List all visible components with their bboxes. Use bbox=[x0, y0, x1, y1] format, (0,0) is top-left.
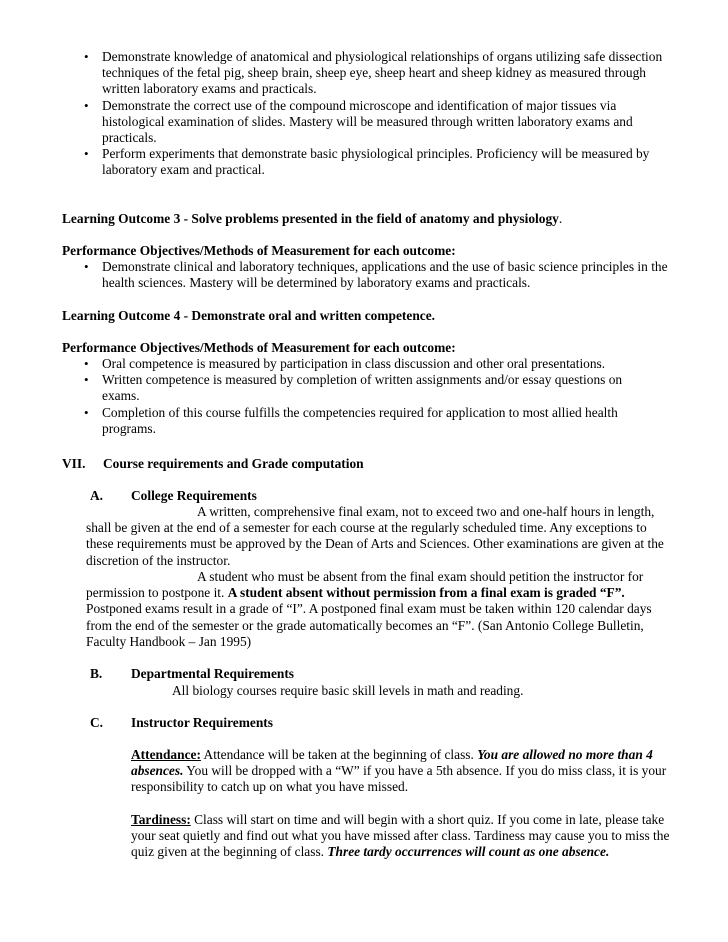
subsection-c-letter: C. bbox=[90, 715, 104, 730]
subsection-b-title: Departmental Requirements bbox=[131, 666, 295, 681]
subsection-a-letter: A. bbox=[90, 488, 104, 503]
outcome4-objectives-label: Performance Objectives/Methods of Measurement for each outcome: bbox=[62, 340, 456, 355]
college-requirements-paragraph-2 bbox=[86, 569, 676, 650]
outcome4-heading: Learning Outcome 4 - Demonstrate oral and written competence. bbox=[62, 308, 435, 323]
departmental-requirements-text: All biology courses require basic skill levels in math and reading. bbox=[172, 683, 524, 698]
college-req-p2-start: A student who must be absent from the final exam should petition the instructor for permission to postpone it. bbox=[86, 569, 644, 601]
section-number: VII. bbox=[62, 456, 86, 471]
list-item: • Written competence is measured by completion of written assignments and/or essay questions on exams. bbox=[80, 372, 662, 404]
college-req-p2-bold: A student absent without permission from a final exam is graded “F”. bbox=[227, 585, 625, 601]
subsection-b-letter: B. bbox=[90, 666, 103, 681]
attendance-text-1: Attendance will be taken at the beginning of class. bbox=[200, 747, 478, 762]
list-item: • Oral competence is measured by participation in class discussion and other oral presentations. bbox=[80, 356, 662, 372]
outcome3-bullet-list bbox=[80, 259, 670, 291]
subsection-a-title: College Requirements bbox=[131, 488, 257, 503]
outcome3-heading bbox=[62, 211, 682, 227]
attendance-limit-text: You are allowed no more than 4 absences. bbox=[131, 747, 653, 779]
outcome2-bullet-list bbox=[80, 49, 670, 179]
outcome3-heading-text: Learning Outcome 3 - Solve problems presented in the field of anatomy and physiology bbox=[62, 211, 559, 226]
tardiness-label: Tardiness: bbox=[131, 812, 191, 827]
outcome4-bullet-list bbox=[80, 356, 662, 437]
list-item: • Demonstrate clinical and laboratory techniques, applications and the use of basic science principles in the health sciences. Mastery will be determined by laboratory exams and practicals. bbox=[80, 259, 670, 291]
list-item: • Completion of this course fulfills the competencies required for application to most allied health programs. bbox=[80, 405, 662, 437]
college-req-p1-text: A written, comprehensive final exam, not to exceed two and one-half hours in length, shall be given at the end of a semester for each course at the regularly scheduled time. Any exceptions to these requirements must be approved by the Dean of Arts and Sciences. Other examinations are given at the discretion of the instructor. bbox=[86, 504, 664, 568]
list-item: • Perform experiments that demonstrate basic physiological principles. Proficiency will be measured by laboratory exam and practical. bbox=[80, 146, 670, 178]
subsection-c-title: Instructor Requirements bbox=[131, 715, 273, 730]
attendance-paragraph bbox=[131, 747, 671, 796]
outcome3-heading-tail: . bbox=[558, 211, 563, 226]
college-requirements-paragraph-1 bbox=[86, 504, 676, 569]
list-item: • Demonstrate knowledge of anatomical and physiological relationships of organs utilizing safe dissection techniques of the fetal pig, sheep brain, sheep eye, sheep heart and sheep kidney as measured through written laboratory exams and practicals. bbox=[80, 49, 670, 98]
tardiness-text: Class will start on time and will begin with a short quiz. If you come in late, please take your seat quietly and find out what you have missed after class. Tardiness may cause you to miss the quiz given at the beginning of class. bbox=[131, 812, 670, 860]
attendance-text-2: You will be dropped with a “W” if you have a 5th absence. If you do miss class, it is your responsibility to catch up on what you have missed. bbox=[131, 763, 667, 795]
tardiness-rule-text: Three tardy occurrences will count as one absence. bbox=[327, 844, 610, 860]
section-title: Course requirements and Grade computation bbox=[103, 456, 364, 471]
college-req-p2-end: Postponed exams result in a grade of “I”. A postponed final exam must be taken within 120 calendar days from the end of the semester or the grade automatically becomes an “F”. (San Antonio College Bulletin, Faculty Handbook – Jan 1995) bbox=[86, 601, 652, 649]
attendance-label: Attendance: bbox=[131, 747, 201, 762]
outcome3-objectives-label: Performance Objectives/Methods of Measurement for each outcome: bbox=[62, 243, 456, 258]
list-item: • Demonstrate the correct use of the compound microscope and identification of major tissues via histological examination of slides. Mastery will be measured through written laboratory exams and practicals. bbox=[80, 98, 670, 147]
tardiness-paragraph bbox=[131, 812, 671, 861]
